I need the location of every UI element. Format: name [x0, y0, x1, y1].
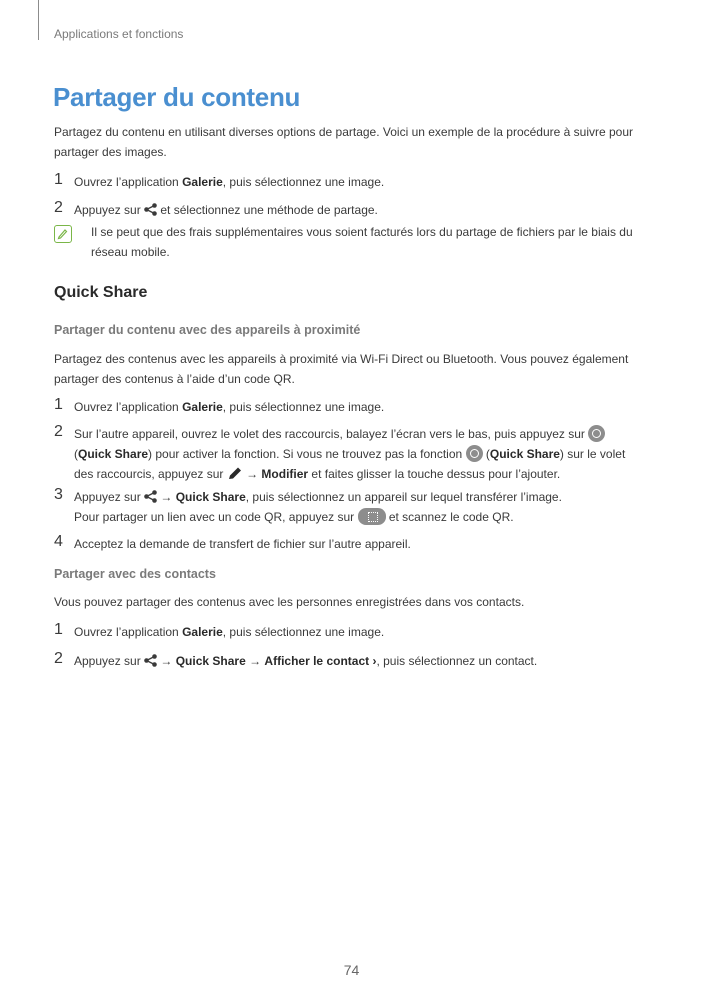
header-rule: [38, 0, 39, 40]
subsection-title-nearby: Partager du contenu avec des appareils à proximité: [54, 323, 361, 337]
page-title: Partager du contenu: [53, 82, 301, 112]
quick-share-icon: [466, 445, 483, 462]
contacts-intro: Vous pouvez partager des contenus avec les personnes enregistrées dans vos contacts.: [54, 595, 525, 609]
page-number: 74: [343, 962, 360, 978]
running-header: Applications et fonctions: [54, 27, 184, 41]
step-b2: 2 Sur l’autre appareil, ouvrez le volet des raccourcis, balayez l’écran vers le bas, puis appuyez sur (Quick Share) pour activer la fonction. Si vous ne trouvez pas la fonction (Quick Share) sur le volet des raccourcis, appuyez sur → Modifier et faites glisser la touche dessus pour l’ajouter.: [54, 423, 626, 481]
step-b3: 3 Appuyez sur → Quick Share, puis sélectionnez un appareil sur lequel transférer l’image. Pour partager un lien avec un code QR, appuyez sur et scannez le code QR.: [54, 486, 562, 524]
step-a2: 2 Appuyez sur et sélectionnez une méthode de partage.: [54, 199, 378, 217]
note-icon: [54, 225, 72, 243]
qr-code-icon: [358, 508, 386, 525]
share-icon: [144, 490, 157, 503]
step-b1: 1 Ouvrez l’application Galerie, puis sélectionnez une image.: [54, 396, 385, 414]
nearby-intro: Partagez des contenus avec les appareils à proximité via Wi-Fi Direct ou Bluetooth. Vous pouvez également partager des contenus à l’aide d’un code QR.: [54, 352, 629, 386]
subsection-title-contacts: Partager avec des contacts: [54, 567, 216, 581]
step-c2: 2 Appuyez sur → Quick Share → Afficher le contact ›, puis sélectionnez un contact.: [54, 650, 538, 668]
section-title-quick-share: Quick Share: [54, 284, 148, 301]
step-b4: 4 Acceptez la demande de transfert de fichier sur l’autre appareil.: [54, 533, 411, 551]
note-text: Il se peut que des frais supplémentaires vous soient facturés lors du partage de fichiers par le biais du réseau mobile.: [91, 225, 633, 259]
step-c1: 1 Ouvrez l’application Galerie, puis sélectionnez une image.: [54, 621, 385, 639]
pencil-icon: [227, 466, 243, 480]
step-a1: 1 Ouvrez l’application Galerie, puis sélectionnez une image.: [54, 171, 385, 189]
intro-paragraph: Partagez du contenu en utilisant diverses options de partage. Voici un exemple de la procédure à suivre pour partager des images.: [54, 125, 634, 159]
share-icon: [144, 654, 157, 667]
quick-share-icon: [588, 425, 605, 442]
share-icon: [144, 203, 157, 216]
